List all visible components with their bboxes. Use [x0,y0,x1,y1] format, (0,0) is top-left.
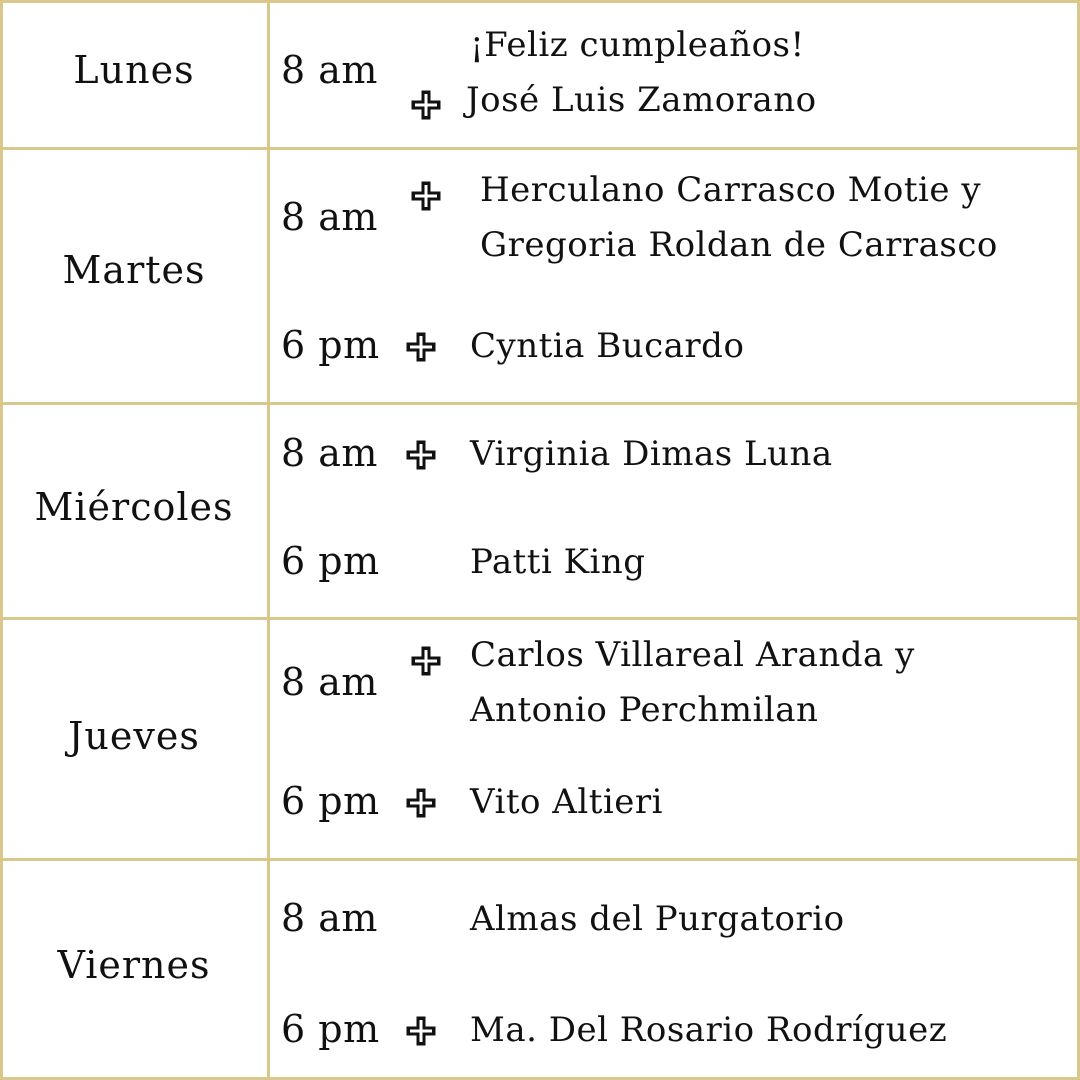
intention-name: Carlos Villareal Aranda y [470,635,915,675]
time-label: 8 am [281,48,378,92]
intention-name: José Luis Zamorano [466,80,817,120]
day-label-martes: Martes [62,248,206,292]
row-divider [0,617,1080,620]
intention-name: Patti King [470,542,646,582]
day-label-miercoles: Miércoles [34,485,234,529]
intention-name: Antonio Perchmilan [470,690,819,730]
time-label: 6 pm [281,1007,380,1051]
cross-icon [405,1015,437,1047]
cross-icon [405,787,437,819]
time-label: 8 am [281,896,378,940]
intention-name: Ma. Del Rosario Rodríguez [470,1010,948,1050]
intention-name: ¡Feliz cumpleaños! [470,25,805,65]
time-label: 8 am [281,660,378,704]
intention-name: Herculano Carrasco Motie y [480,170,982,210]
row-divider [0,147,1080,150]
column-divider [267,0,270,1080]
intention-name: Gregoria Roldan de Carrasco [480,225,998,265]
day-label-lunes: Lunes [73,48,195,92]
time-label: 6 pm [281,539,380,583]
day-label-jueves: Jueves [68,714,200,758]
time-label: 6 pm [281,323,380,367]
time-label: 6 pm [281,779,380,823]
cross-icon [405,331,437,363]
cross-icon [410,645,442,677]
row-divider [0,402,1080,405]
intention-name: Cyntia Bucardo [470,326,745,366]
day-label-viernes: Viernes [57,943,211,987]
cross-icon [405,439,437,471]
time-label: 8 am [281,431,378,475]
intention-name: Vito Altieri [470,782,663,822]
border-left [0,0,3,1080]
border-top [0,0,1080,3]
row-divider [0,858,1080,861]
time-label: 8 am [281,195,378,239]
cross-icon [410,89,442,121]
intention-name: Virginia Dimas Luna [470,434,833,474]
intention-name: Almas del Purgatorio [470,899,845,939]
cross-icon [410,180,442,212]
